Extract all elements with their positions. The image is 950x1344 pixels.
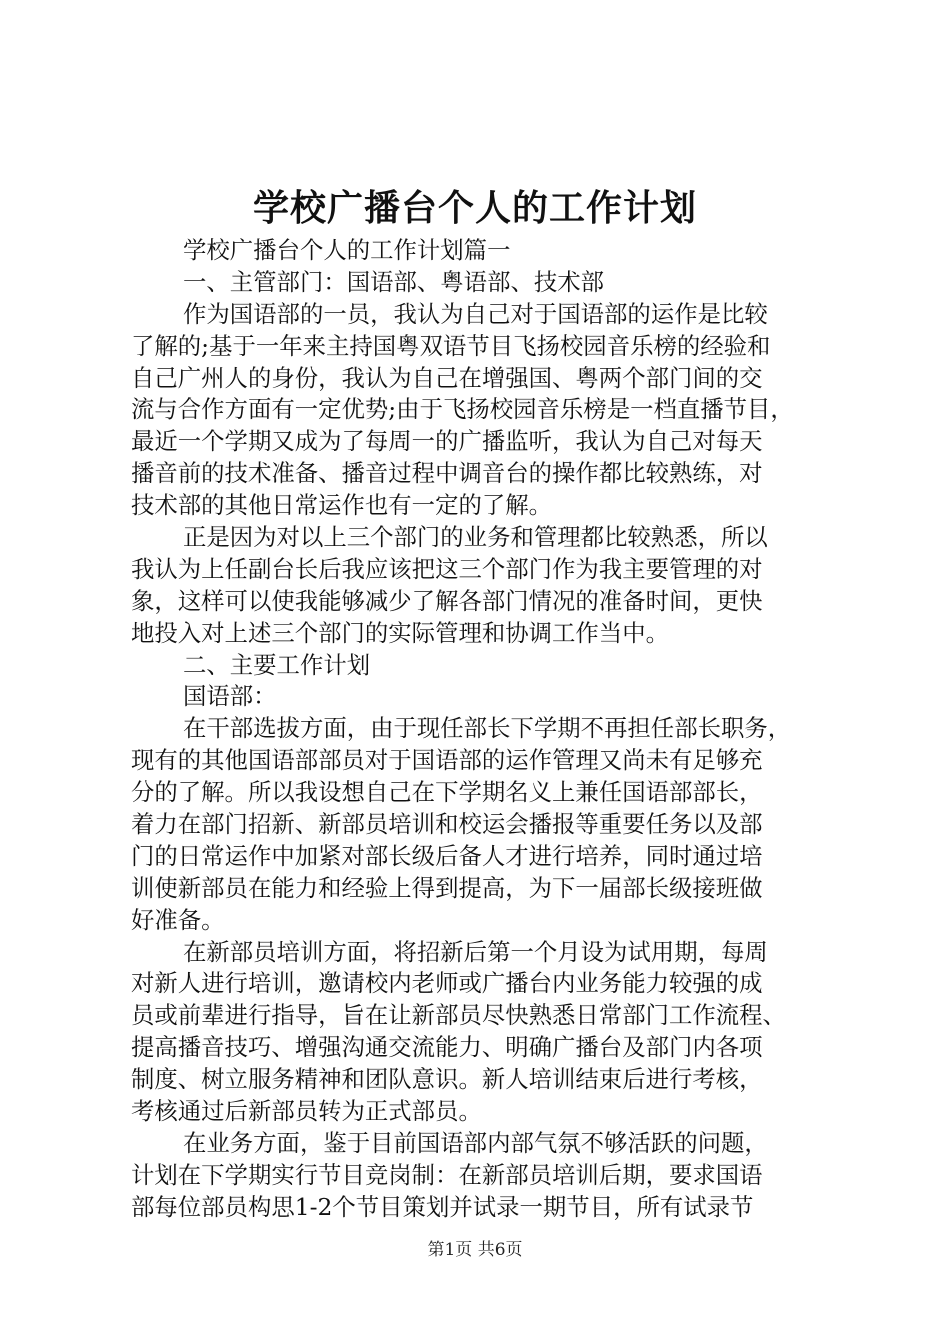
text-line: 了解的;基于一年来主持国粤双语节目飞扬校园音乐榜的经验和: [131, 331, 771, 360]
text-line: 在干部选拔方面，由于现任部长下学期不再担任部长职务，: [183, 714, 792, 743]
text-line: 考核通过后新部员转为正式部员。: [131, 1097, 482, 1126]
text-line: 地投入对上述三个部门的实际管理和协调工作当中。: [131, 618, 669, 647]
text-line: 提高播音技巧、增强沟通交流能力、明确广播台及部门内各项: [131, 1033, 763, 1062]
text-line: 对新人进行培训，邀请校内老师或广播台内业务能力较强的成: [131, 969, 763, 998]
text-line: 着力在部门招新、新部员培训和校运会播报等重要任务以及部: [131, 810, 763, 839]
text-line: 国语部：: [183, 682, 277, 711]
text-line: 技术部的其他日常运作也有一定的了解。: [131, 491, 553, 520]
text-line: 员或前辈进行指导，旨在让新部员尽快熟悉日常部门工作流程、: [131, 1001, 786, 1030]
text-line: 计划在下学期实行节目竞岗制：在新部员培训后期，要求国语: [131, 1160, 763, 1189]
text-line: 播音前的技术准备、播音过程中调音台的操作都比较熟练，对: [131, 459, 763, 488]
text-line: 一、主管部门：国语部、粤语部、技术部: [183, 267, 605, 296]
text-line: 流与合作方面有一定优势;由于飞扬校园音乐榜是一档直播节目，: [131, 395, 794, 424]
document-title: 学校广播台个人的工作计划: [252, 187, 697, 229]
text-line: 部每位部员构思1-2个节目策划并试录一期节目，所有试录节: [131, 1192, 754, 1221]
text-line: 训使新部员在能力和经验上得到提高，为下一届部长级接班做: [131, 873, 763, 902]
text-line: 在业务方面，鉴于目前国语部内部气氛不够活跃的问题，: [183, 1128, 768, 1157]
text-line: 制度、树立服务精神和团队意识。新人培训结束后进行考核，: [131, 1065, 763, 1094]
text-line: 正是因为对以上三个部门的业务和管理都比较熟悉，所以: [183, 523, 768, 552]
text-line: 最近一个学期又成为了每周一的广播监听，我认为自己对每天: [131, 427, 763, 456]
text-line: 门的日常运作中加紧对部长级后备人才进行培养，同时通过培: [131, 841, 763, 870]
text-line: 作为国语部的一员，我认为自己对于国语部的运作是比较: [183, 299, 768, 328]
text-line: 学校广播台个人的工作计划篇一: [183, 236, 511, 264]
text-line: 好准备。: [131, 905, 225, 934]
page-footer: 第1页 共6页: [427, 1240, 523, 1260]
text-line: 在新部员培训方面，将招新后第一个月设为试用期，每周: [183, 937, 768, 966]
text-line: 我认为上任副台长后我应该把这三个部门作为我主要管理的对: [131, 554, 763, 583]
text-line: 现有的其他国语部部员对于国语部的运作管理又尚未有足够充: [131, 746, 763, 775]
document-body: [131, 235, 831, 1224]
text-line: 自己广州人的身份，我认为自己在增强国、粤两个部门间的交: [131, 363, 763, 392]
text-line: 二、主要工作计划: [183, 650, 371, 679]
text-line: 象，这样可以使我能够减少了解各部门情况的准备时间，更快: [131, 586, 763, 615]
text-line: 分的了解。所以我设想自己在下学期名义上兼任国语部部长，: [131, 778, 763, 807]
